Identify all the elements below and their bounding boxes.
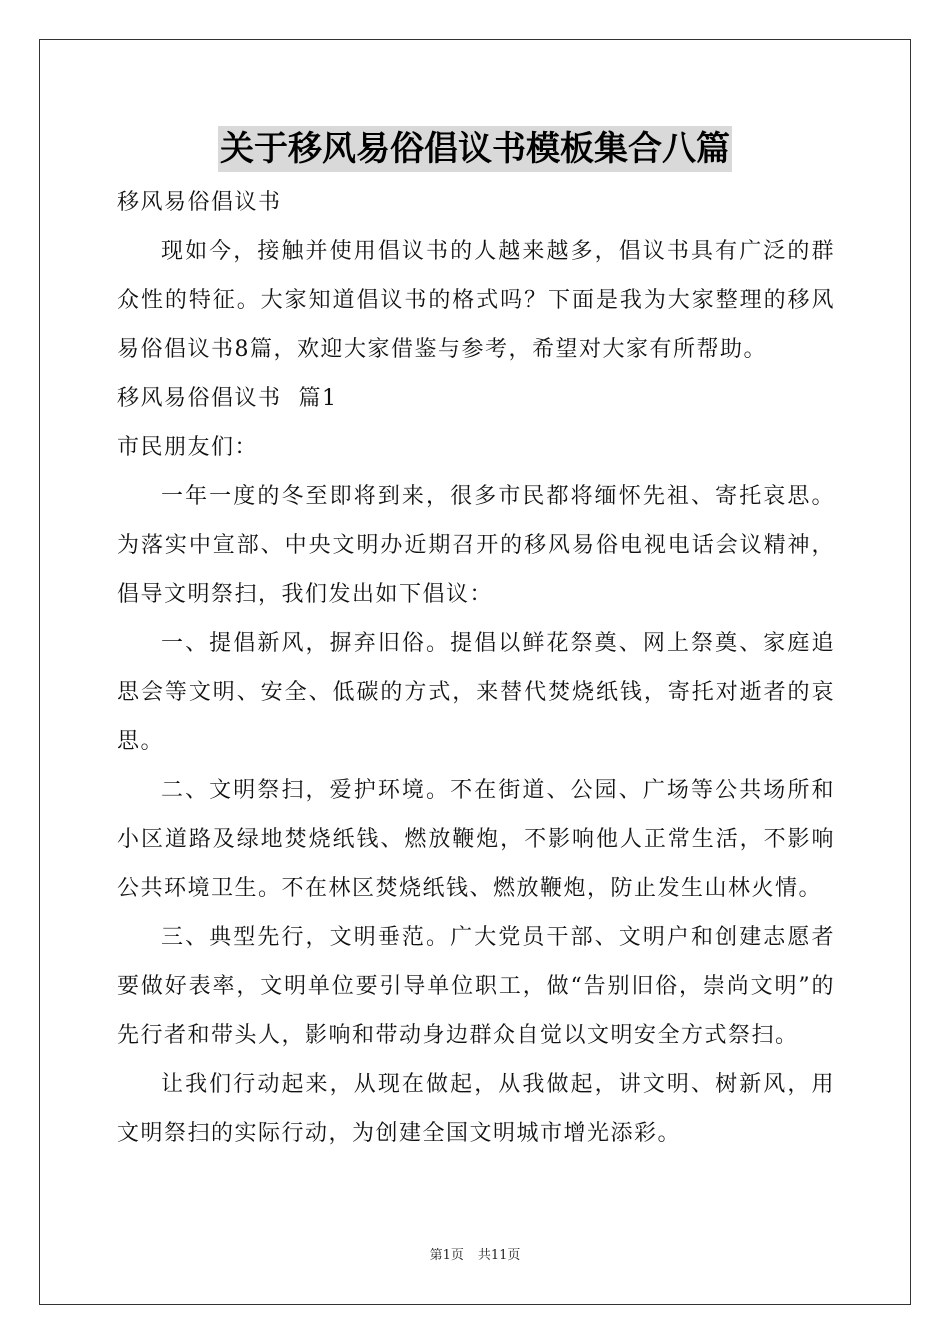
paragraph-body: 一年一度的冬至即将到来，很多市民都将缅怀先祖、寄托哀思。为落实中宣部、中央文明办近期召开的移风易俗电视电话会议精神，倡导文明祭扫，我们发出如下倡议： bbox=[117, 484, 835, 607]
page-number: 第1页 bbox=[429, 1248, 464, 1263]
page-total: 共11页 bbox=[477, 1248, 521, 1263]
title-container bbox=[0, 126, 950, 172]
paragraph-item-3: 三、典型先行，文明垂范。广大党员干部、文明户和创建志愿者要做好表率，文明单位要引导单位职工，做“告别旧俗，崇尚文明”的先行者和带头人，影响和带动身边群众自觉以文明安全方式祭扫。 bbox=[117, 925, 835, 1048]
document-body bbox=[117, 178, 835, 1158]
paragraph-section-heading: 移风易俗倡议书 篇1 bbox=[117, 386, 338, 411]
page-footer bbox=[0, 1244, 950, 1263]
paragraph-heading: 移风易俗倡议书 bbox=[117, 190, 282, 215]
paragraph-salutation: 市民朋友们： bbox=[117, 435, 259, 460]
paragraph-item-1: 一、提倡新风，摒弃旧俗。提倡以鲜花祭奠、网上祭奠、家庭追思会等文明、安全、低碳的方式，来替代焚烧纸钱，寄托对逝者的哀思。 bbox=[117, 631, 835, 754]
document-title: 关于移风易俗倡议书模板集合八篇 bbox=[218, 126, 732, 172]
paragraph-intro: 现如今，接触并使用倡议书的人越来越多，倡议书具有广泛的群众性的特征。大家知道倡议书的格式吗？下面是我为大家整理的移风易俗倡议书8篇，欢迎大家借鉴与参考，希望对大家有所帮助。 bbox=[117, 239, 835, 362]
paragraph-closing: 让我们行动起来，从现在做起，从我做起，讲文明、树新风，用文明祭扫的实际行动，为创建全国文明城市增光添彩。 bbox=[117, 1072, 835, 1146]
paragraph-item-2: 二、文明祭扫，爱护环境。不在街道、公园、广场等公共场所和小区道路及绿地焚烧纸钱、燃放鞭炮，不影响他人正常生活，不影响公共环境卫生。不在林区焚烧纸钱、燃放鞭炮，防止发生山林火情。 bbox=[117, 778, 835, 901]
